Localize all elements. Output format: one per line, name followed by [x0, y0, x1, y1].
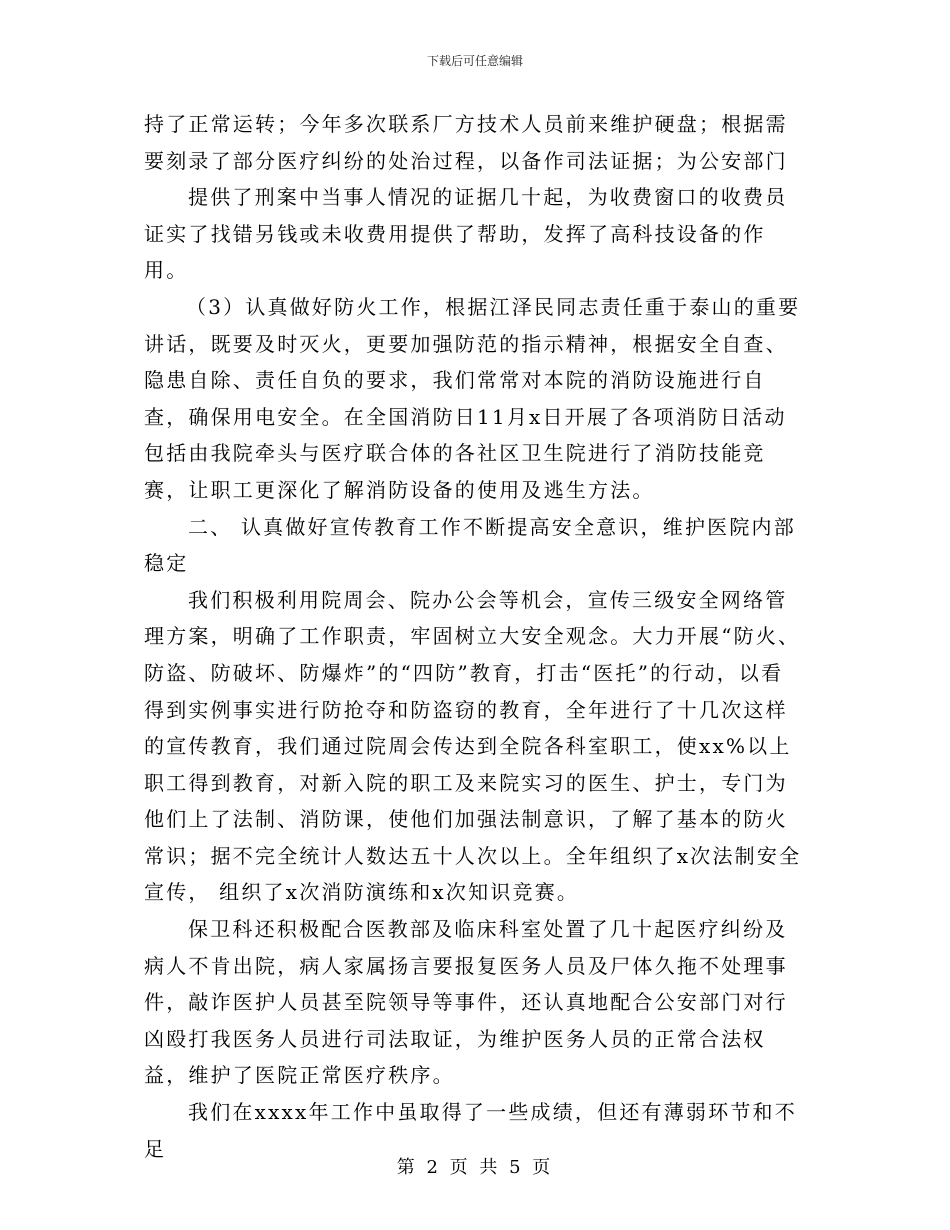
paragraph-4: 我们积极利用院周会、院办公会等机会，宣传三级安全网络管理方案，明确了工作职责，牢固树立大安全观念。大力开展“防火、防盗、防破坏、防爆炸”的“四防”教育，打击“医托”的行动，以看得到实例事实进行防抢夺和防盗窃的教育，全年进行了十几次这样的宣传教育，我们通过院周会传达到全院各科室职工，使xx%以上职工得到教育，对新入院的职工及来院实习的医生、护士，专门为他们上了法制、消防课，使他们加强法制意识，了解了基本的防火常识；据不完全统计人数达五十人次以上。全年组织了x次法制安全宣传， 组织了x次消防演练和x次知识竞赛。: [144, 587, 802, 905]
paragraph-6: 我们在xxxx年工作中虽取得了一些成绩，但还有薄弱环节和不足: [144, 1100, 797, 1161]
page-header-note: 下载后可任意编辑: [426, 54, 523, 68]
page-number: 第 2 页 共 5 页: [396, 1157, 554, 1178]
paragraph-3: （3）认真做好防火工作，根据江泽民同志责任重于泰山的重要讲话，既要及时灭火，更要加强防范的指示精神，根据安全自查、隐患自除、责任自负的要求，我们常常对本院的消防设施进行自查，确保用电安全。在全国消防日11月x日开展了各项消防日活动包括由我院牵头与医疗联合体的各社区卫生院进行了消防技能竞赛，让职工更深化了解消防设备的使用及逃生方法。: [144, 294, 801, 502]
paragraph-2: 提供了刑案中当事人情况的证据几十起，为收费窗口的收费员证实了找错另钱或未收费用提供了帮助，发挥了高科技设备的作用。: [144, 185, 788, 283]
document-body: [144, 106, 804, 1167]
paragraph-1: 持了正常运转；今年多次联系厂方技术人员前来维护硬盘；根据需要刻录了部分医疗纠纷的处治过程，以备作司法证据；为公安部门: [144, 112, 788, 173]
section-heading-2: 二、 认真做好宣传教育工作不断提高安全意识，维护医院内部稳定: [144, 514, 796, 576]
paragraph-5: 保卫科还积极配合医教部及临床科室处置了几十起医疗纠纷及病人不肯出院，病人家属扬言要报复医务人员及尸体久拖不处理事件，敲诈医护人员甚至院领导等事件，还认真地配合公安部门对行凶殴打我医务人员进行司法取证，为维护医务人员的正常合法权益，维护了医院正常医疗秩序。: [144, 917, 788, 1088]
